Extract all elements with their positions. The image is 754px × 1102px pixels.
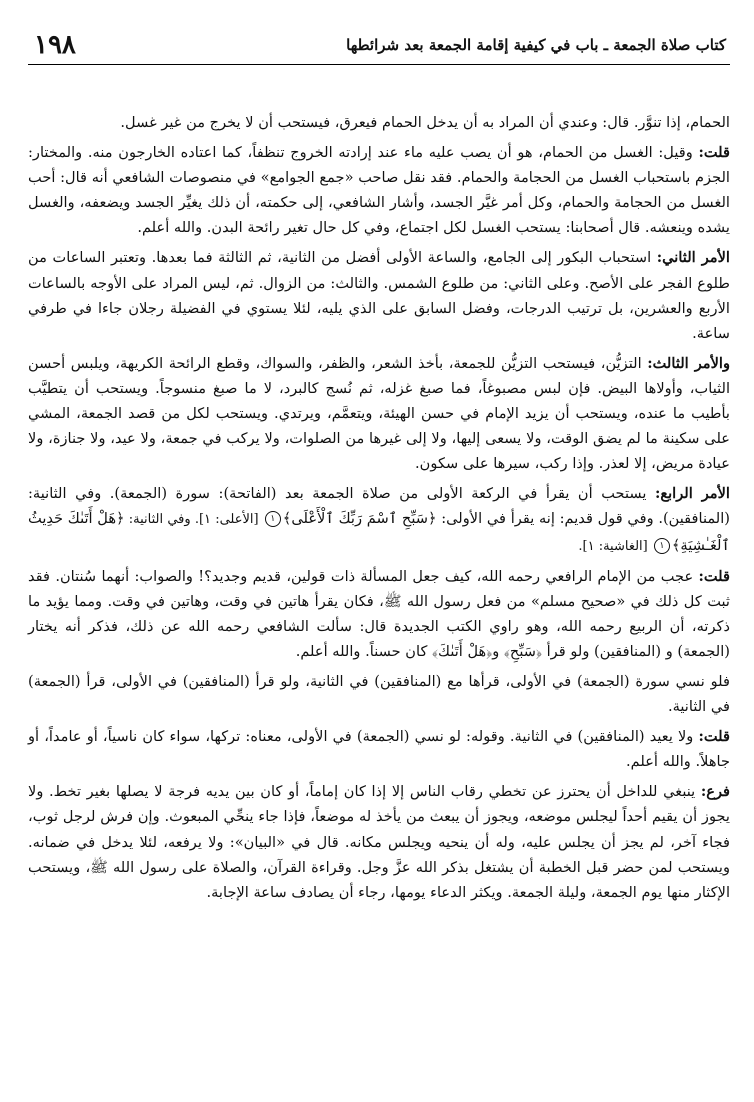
paragraph-lead: قلت: [698, 567, 730, 585]
paragraph-8 [28, 724, 730, 774]
paragraph-text: يستحب أن يقرأ في الركعة الأولى من صلاة الجمعة بعد (الفاتحة): سورة (الجمعة). وفي الثانية: (المنافقين). وفي قول قديم: إنه يقرأ في الأولى: [28, 485, 731, 528]
quran-verse: ﴿هَلْ أَتَىٰكَ حَدِيثُ ٱلْغَـٰشِيَةِ﴾ [28, 510, 730, 554]
paragraph-2 [28, 140, 730, 240]
running-head: كتاب صلاة الجمعة ـ باب في كيفية إقامة الجمعة بعد شرائطها [346, 36, 726, 54]
ayah-number-mark: ١ [654, 538, 670, 554]
page-body [28, 110, 730, 905]
page-number: ١٩٨ [34, 30, 76, 60]
paragraph-7 [28, 669, 730, 719]
paragraph-lead: قلت: [698, 728, 730, 746]
paragraph-text: ولا يعيد (المنافقين) في الثانية. وقوله: لو نسي (الجمعة) في الأولى، معناه: تركها، سواء كان ناسياً، أو عامداً، أو جاهلاً. والله أعلم. [28, 728, 730, 771]
ayah-number-mark: ١ [265, 511, 281, 527]
paragraph-9 [28, 779, 730, 904]
paragraph-text: فلو نسي سورة (الجمعة) في الأولى، قرأها مع (المنافقين) في الثانية، ولو قرأ (المنافقين) في الأولى، قرأ (الجمعة) في الثانية. [28, 672, 730, 716]
paragraph-lead: الأمر الثاني: [656, 249, 730, 267]
verse-reference: [الغاشية: ١]. [578, 538, 652, 554]
paragraph-lead: والأمر الثالث: [647, 354, 731, 372]
paragraph-text: وقيل: الغسل من الحمام، هو أن يصب عليه ماء عند إرادته الخروج تنظفاً، كما اعتاده الخارجون منه. والمختار: الجزم باستحباب الغسل من الحجامة والحمام. فقد نقل صاحب «جمع الجوامع» في منصوصات الشافعي أنه قال: أحب الغسل من الحجامة والحمام، وكل أمر غيَّر الجسد، وأشار الشافعي، إلى حكمته، أن ذلك يغيِّر الجسد ويضعفه، والغسل يشده وينعشه. قال أصحابنا: يستحب الغسل لكل اجتماع، وفي كل حال تغير رائحة البدن. والله أعلم. [28, 144, 730, 237]
header-divider [28, 64, 730, 65]
paragraph-text: التزيُّن، فيستحب التزيُّن للجمعة، بأخذ الشعر، والظفر، والسواك، وقطع الرائحة الكريهة، ويلبس أحسن الثياب، وأولاها البيض. فإن لبس مصبوغاً، فما صبغ غزله، ثم نُسج كالبرد، لا ما صبغ منسوجاً. ويستحب أن يتطيَّب بأطيب ما عنده، ويستحب أن يزيد الإمام في حسن الهيئة، ويتعمَّم، ويرتدي. ويستحب لكل من قصد الجمعة، المشي على سكينة ما لم يضق الوقت، ولا يسعى إليها، ولا إلى غيرها من الصلوات، ولا يركب في جمعة، ولا عيد، ولا جنازة، ولا عيادة مريض، إلا لعذر. وإذا ركب، سيرها على سكون. [28, 354, 730, 473]
paragraph-lead: الأمر الرابع: [654, 485, 730, 503]
paragraph-text: الحمام، إذا تنوَّر. قال: وعندي أن المراد به أن يدخل الحمام فيعرق، فيستحب أن لا يخرج من غير غسل. [120, 114, 730, 131]
quran-verse: ﴿سَبِّحِ ٱسْمَ رَبِّكَ ٱلْأَعْلَى﴾ [282, 510, 437, 528]
paragraph-6 [28, 564, 730, 664]
verse-reference: [الأعلى: ١]. وفي الثانية: [124, 512, 263, 528]
paragraph-1 [28, 110, 730, 135]
paragraph-text: ينبغي للداخل أن يحترز عن تخطي رقاب الناس إلا إذا كان إماماً، أو كان بين يديه فرجة لا يصلها بغير تخط. ولا يجوز أن يقيم أحداً ليجلس موضعه، ويجوز أن يبعث من يأخذ له موضعاً، فإذا جاء ينحِّي المبعوث. وإن فرش لرجل ثوب، فجاء آخر، لم يجز أن يجلس عليه، وله أن ينحيه ويجلس مكانه. قال في «البيان»: ولا يرفعه، لئلا يدخل في ضمانه. ويستحب لمن حضر قبل الخطبة أن يشتغل بذكر الله عزَّ وجل. وقراءة القرآن، والصلاة على رسول الله ﷺ، ويستحب الإكثار منها يوم الجمعة، وليلة الجمعة. ويكثر الدعاء يومها، رجاء أن يصادف ساعة الإجابة. [28, 783, 730, 901]
paragraph-3 [28, 245, 730, 345]
paragraph-lead: فرع: [700, 783, 730, 801]
paragraph-text: استحباب البكور إلى الجامع، والساعة الأولى أفضل من الثانية، ثم الثالثة فما بعدها. وتعتبر الساعات من طلوع الفجر على الأصح. وعلى الثاني: من طلوع الشمس. والثالث: من الزوال. ثم، ليس المراد على الأوجه بالساعات الأربع والعشرين، بل ترتيب الدرجات، وفضل السابق على الذي يليه، لئلا يستوي في الفضيلة رجلان جاءا في طرفي ساعة. [28, 249, 730, 342]
paragraph-4 [28, 351, 730, 476]
paragraph-text: عجب من الإمام الرافعي رحمه الله، كيف جعل المسألة ذات قولين، قديم وجديد؟! والصواب: أنهما سُنتان. فقد ثبت كل ذلك في «صحيح مسلم» من فعل رسول الله ﷺ، فكان يقرأ هاتين في وقت، وهاتين في وقت. ومما يؤيد ما ذكرته، أن الربيع رحمه الله، وهو راوي الكتب الجديدة قال: سألت الشافعي رحمه الله عن ذلك، فذكر أنه يختار (الجمعة) و (المنافقين) ولو قرأ ﴿سَبِّحِ﴾ و﴿هَلْ أَتَىٰكَ﴾ كان حسناً. والله أعلم. [28, 567, 730, 660]
paragraph-5 [28, 481, 730, 558]
page-header [28, 26, 730, 62]
paragraph-lead: قلت: [698, 144, 730, 162]
